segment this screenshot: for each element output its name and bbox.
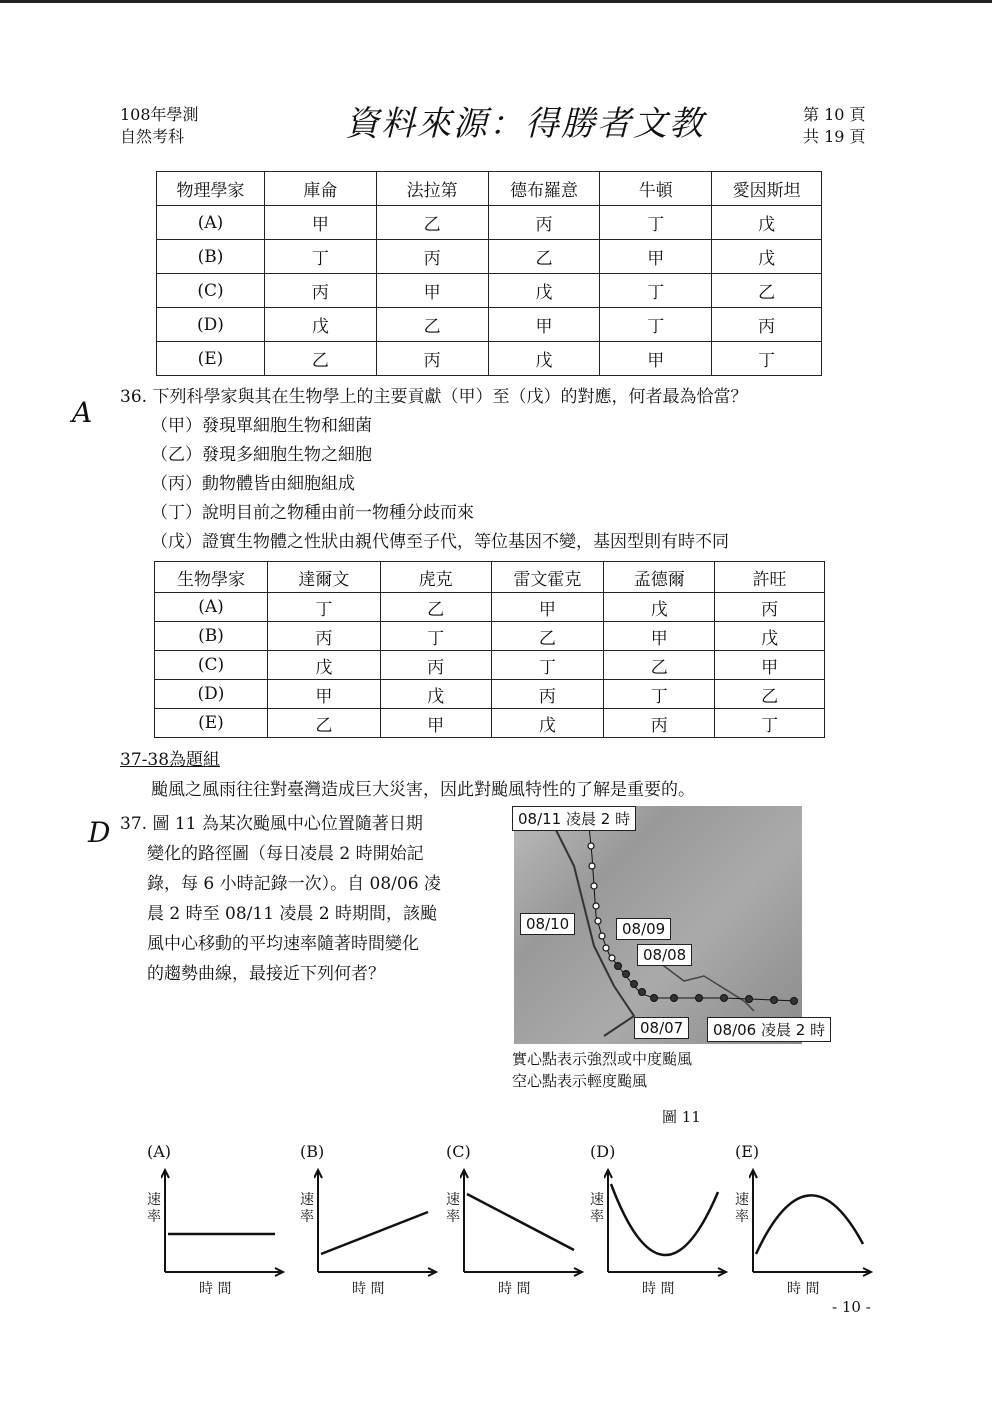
table-header-cell: 愛因斯坦 xyxy=(712,172,822,206)
table-cell: (A) xyxy=(157,206,265,240)
option-item: （丙）動物體皆由細胞組成 xyxy=(151,474,355,494)
speed-curve xyxy=(467,1194,574,1250)
map-label-0807: 08/07 xyxy=(634,1017,689,1039)
table-cell: (A) xyxy=(155,593,268,622)
table-cell: 丙 xyxy=(715,593,825,622)
table-cell: 乙 xyxy=(712,274,822,308)
table-cell: 甲 xyxy=(600,342,712,376)
table-row xyxy=(157,240,822,274)
speed-curve xyxy=(611,1184,718,1255)
table-header-cell: 德布羅意 xyxy=(488,172,600,206)
table-cell: 乙 xyxy=(376,206,488,240)
table-cell: 丙 xyxy=(376,240,488,274)
table-cell: 戊 xyxy=(264,308,376,342)
graph-xlabel: 時 間 xyxy=(787,1281,820,1297)
speed-curve xyxy=(756,1195,863,1254)
table-row xyxy=(157,206,822,240)
graph-ylabel xyxy=(590,1192,604,1226)
ylabel-char: 速 xyxy=(147,1192,161,1208)
table-cell: 戊 xyxy=(712,206,822,240)
table-cell: 乙 xyxy=(380,593,491,622)
table-cell: 甲 xyxy=(264,206,376,240)
table-cell: 乙 xyxy=(267,709,380,738)
question-37-line: 變化的路徑圖（每日凌晨 2 時開始記 xyxy=(147,844,424,864)
graph-axes xyxy=(604,1170,726,1276)
page-indicator: 第 10 頁 xyxy=(803,105,866,124)
option-graph xyxy=(314,1168,439,1278)
biologist-table xyxy=(154,561,825,738)
table-cell: 戊 xyxy=(604,593,715,622)
table-cell: (B) xyxy=(157,240,265,274)
table-cell: 丁 xyxy=(264,240,376,274)
table-cell: 甲 xyxy=(604,622,715,651)
table-header-cell: 虎克 xyxy=(380,562,491,593)
table-cell: (B) xyxy=(155,622,268,651)
handwritten-answer-mark: A xyxy=(72,396,93,429)
ylabel-char: 速 xyxy=(300,1192,314,1208)
map-label-0806: 08/06 凌晨 2 時 xyxy=(707,1017,831,1042)
question-37-line: 的趨勢曲線，最接近下列何者？ xyxy=(147,964,385,984)
table-cell: 丁 xyxy=(491,651,604,680)
table-cell: 丁 xyxy=(267,593,380,622)
handwritten-source: 資料來源：得勝者文教 xyxy=(345,104,705,144)
question-36-stem: 36. 下列科學家與其在生物學上的主要貢獻（甲）至（戊）的對應，何者最為恰當？ xyxy=(120,387,748,407)
graph-ylabel xyxy=(446,1192,460,1226)
graph-option-letter: (D) xyxy=(590,1142,616,1161)
table-row xyxy=(155,680,825,709)
top-border xyxy=(0,0,992,3)
table-header-cell: 雷文霍克 xyxy=(491,562,604,593)
table-header-cell: 物理學家 xyxy=(157,172,265,206)
table-row xyxy=(155,651,825,680)
ylabel-char: 速 xyxy=(735,1192,749,1208)
graph-xlabel: 時 間 xyxy=(199,1281,232,1297)
graph-axes xyxy=(749,1170,871,1276)
table-cell: 丙 xyxy=(376,342,488,376)
table-row xyxy=(155,622,825,651)
table-cell: 乙 xyxy=(491,622,604,651)
table-header-cell: 庫侖 xyxy=(264,172,376,206)
table-cell: 丙 xyxy=(604,709,715,738)
table-cell: 戊 xyxy=(380,680,491,709)
ylabel-char: 速 xyxy=(446,1192,460,1208)
table-cell: 丙 xyxy=(267,622,380,651)
ylabel-char: 速 xyxy=(590,1192,604,1208)
option-item: （甲）發現單細胞生物和細菌 xyxy=(151,416,372,436)
graph-ylabel xyxy=(147,1192,161,1226)
table-cell: (D) xyxy=(155,680,268,709)
table-cell: 丁 xyxy=(604,680,715,709)
page-number: - 10 - xyxy=(832,1298,871,1316)
question-37-line: 風中心移動的平均速率隨著時間變化 xyxy=(147,934,419,954)
table-cell: 甲 xyxy=(491,593,604,622)
graph-xlabel: 時 間 xyxy=(352,1281,385,1297)
table-cell: 戊 xyxy=(488,274,600,308)
table-cell: 丙 xyxy=(380,651,491,680)
table-cell: (C) xyxy=(155,651,268,680)
table-cell: 丁 xyxy=(380,622,491,651)
table-cell: 丁 xyxy=(600,308,712,342)
table-cell: 戊 xyxy=(491,709,604,738)
option-item: （乙）發現多細胞生物之細胞 xyxy=(151,445,372,465)
map-label-0808: 08/08 xyxy=(637,944,692,966)
question-37-line: 錄，每 6 小時記錄一次）。自 08/06 凌 xyxy=(147,874,441,894)
graph-option-letter: (B) xyxy=(300,1142,325,1161)
table-cell: (C) xyxy=(157,274,265,308)
table-cell: 甲 xyxy=(715,651,825,680)
table-cell: 丙 xyxy=(488,206,600,240)
table-cell: (E) xyxy=(157,342,265,376)
option-graph xyxy=(460,1168,585,1278)
figure-caption: 圖 11 xyxy=(662,1108,701,1126)
table-header-cell: 生物學家 xyxy=(155,562,268,593)
graph-option-letter: (A) xyxy=(147,1142,172,1161)
legend-solid: 實心點表示強烈或中度颱風 xyxy=(512,1050,693,1068)
table-cell: 甲 xyxy=(267,680,380,709)
table-cell: 戊 xyxy=(715,622,825,651)
ylabel-char: 率 xyxy=(590,1209,604,1225)
table-row xyxy=(157,308,822,342)
table-cell: 甲 xyxy=(488,308,600,342)
total-pages: 共 19 頁 xyxy=(803,127,866,146)
graph-ylabel xyxy=(735,1192,749,1226)
table-cell: (D) xyxy=(157,308,265,342)
table-header-cell: 許旺 xyxy=(715,562,825,593)
table-cell: (E) xyxy=(155,709,268,738)
table-cell: 戊 xyxy=(267,651,380,680)
graph-xlabel: 時 間 xyxy=(498,1281,531,1297)
table-cell: 丙 xyxy=(264,274,376,308)
table-row xyxy=(155,593,825,622)
table-header-cell: 孟德爾 xyxy=(604,562,715,593)
table-cell: 丙 xyxy=(491,680,604,709)
graph-axes xyxy=(314,1170,436,1276)
option-graph xyxy=(161,1168,286,1278)
table-cell: 甲 xyxy=(380,709,491,738)
graph-axes xyxy=(161,1170,283,1276)
table-row xyxy=(155,709,825,738)
table-cell: 丁 xyxy=(600,206,712,240)
table-cell: 戊 xyxy=(712,240,822,274)
table-cell: 甲 xyxy=(600,240,712,274)
table-header-cell: 法拉第 xyxy=(376,172,488,206)
group-title: 37-38為題組 xyxy=(120,750,221,770)
graph-option-letter: (C) xyxy=(446,1142,471,1161)
graph-xlabel: 時 間 xyxy=(642,1281,675,1297)
speed-curve xyxy=(321,1212,428,1254)
ylabel-char: 率 xyxy=(147,1209,161,1225)
graph-ylabel xyxy=(300,1192,314,1226)
subject-title: 自然考科 xyxy=(120,127,185,146)
table-cell: 乙 xyxy=(715,680,825,709)
option-graph xyxy=(749,1168,874,1278)
table-cell: 丙 xyxy=(712,308,822,342)
table-cell: 乙 xyxy=(604,651,715,680)
table-cell: 甲 xyxy=(376,274,488,308)
map-label-0810: 08/10 xyxy=(520,913,575,935)
table-cell: 戊 xyxy=(488,342,600,376)
table-cell: 丁 xyxy=(600,274,712,308)
table-cell: 丁 xyxy=(715,709,825,738)
option-item: （戊）證實生物體之性狀由親代傳至子代，等位基因不變，基因型則有時不同 xyxy=(151,532,729,552)
table-cell: 乙 xyxy=(376,308,488,342)
question-37-line: 晨 2 時至 08/11 凌晨 2 時期間，該颱 xyxy=(147,904,438,924)
table-cell: 丁 xyxy=(712,342,822,376)
table-cell: 乙 xyxy=(488,240,600,274)
table-header-cell: 牛頓 xyxy=(600,172,712,206)
group-intro: 颱風之風雨往往對臺灣造成巨大災害，因此對颱風特性的了解是重要的。 xyxy=(151,780,695,800)
physicist-table xyxy=(156,171,822,376)
handwritten-answer-mark: D xyxy=(88,816,111,849)
ylabel-char: 率 xyxy=(300,1209,314,1225)
exam-title: 108年學測 xyxy=(120,105,199,124)
map-label-0811: 08/11 凌晨 2 時 xyxy=(512,806,636,831)
ylabel-char: 率 xyxy=(735,1209,749,1225)
table-cell: 乙 xyxy=(264,342,376,376)
table-row xyxy=(157,274,822,308)
legend-hollow: 空心點表示輕度颱風 xyxy=(512,1072,648,1090)
graph-option-letter: (E) xyxy=(735,1142,760,1161)
map-label-0809: 08/09 xyxy=(616,918,671,940)
table-header-cell: 達爾文 xyxy=(267,562,380,593)
option-item: （丁）說明目前之物種由前一物種分歧而來 xyxy=(151,503,474,523)
ylabel-char: 率 xyxy=(446,1209,460,1225)
question-37-line: 37. 圖 11 為某次颱風中心位置隨著日期 xyxy=(120,814,423,834)
table-row xyxy=(157,342,822,376)
option-graph xyxy=(604,1168,729,1278)
